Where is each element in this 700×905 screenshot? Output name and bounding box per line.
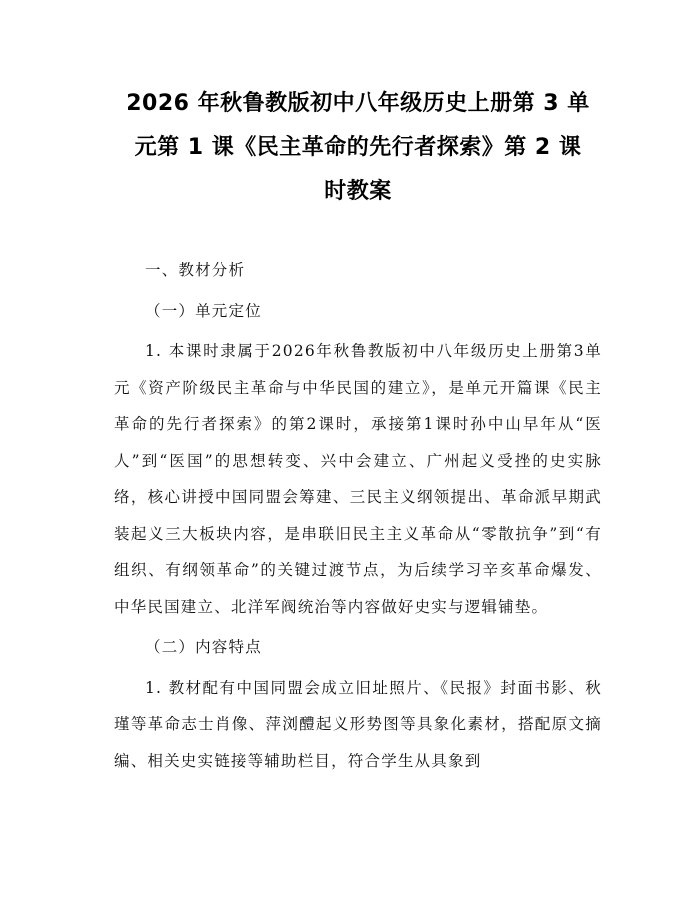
paragraph-unit-position: 1. 本课时隶属于2026年秋鲁教版初中八年级历史上册第3单元《资产阶级民主革命与中华民国的建立》，是单元开篇课《民主革命的先行者探索》的第2课时，承接第1课时孙中山早年从“医人”到“医国”的思想转变、兴中会建立、广州起义受挫的史实脉络，核心讲授中国同盟会筹建、三民主义纲领提出、革命派早期武装起义三大板块内容，是串联旧民主主义革命从“零散抗争”到“有组织、有纲领革命”的关键过渡节点，为后续学习辛亥革命爆发、中华民国建立、北洋军阀统治等内容做好史实与逻辑铺垫。 — [114, 342, 602, 616]
subsection-heading-content-features: （二）内容特点 — [145, 638, 262, 656]
document-body — [114, 252, 602, 779]
document-title — [114, 82, 602, 214]
title-line-3: 时教案 — [324, 179, 392, 204]
section-heading-textbook-analysis: 一、教材分析 — [145, 261, 246, 279]
subsection-heading-unit-position: （一）单元定位 — [145, 301, 262, 320]
paragraph-content-features: 1. 教材配有中国同盟会成立旧址照片、《民报》封面书影、秋瑾等革命志士肖像、萍浏醴起义形势图等具象化素材，搭配原文摘编、相关史实链接等辅助栏目，符合学生从具象到 — [114, 678, 602, 770]
title-line-1: 2026 年秋鲁教版初中八年级历史上册第 3 单 — [126, 91, 590, 116]
title-line-2: 元第 1 课《民主革命的先行者探索》第 2 课 — [134, 135, 582, 160]
